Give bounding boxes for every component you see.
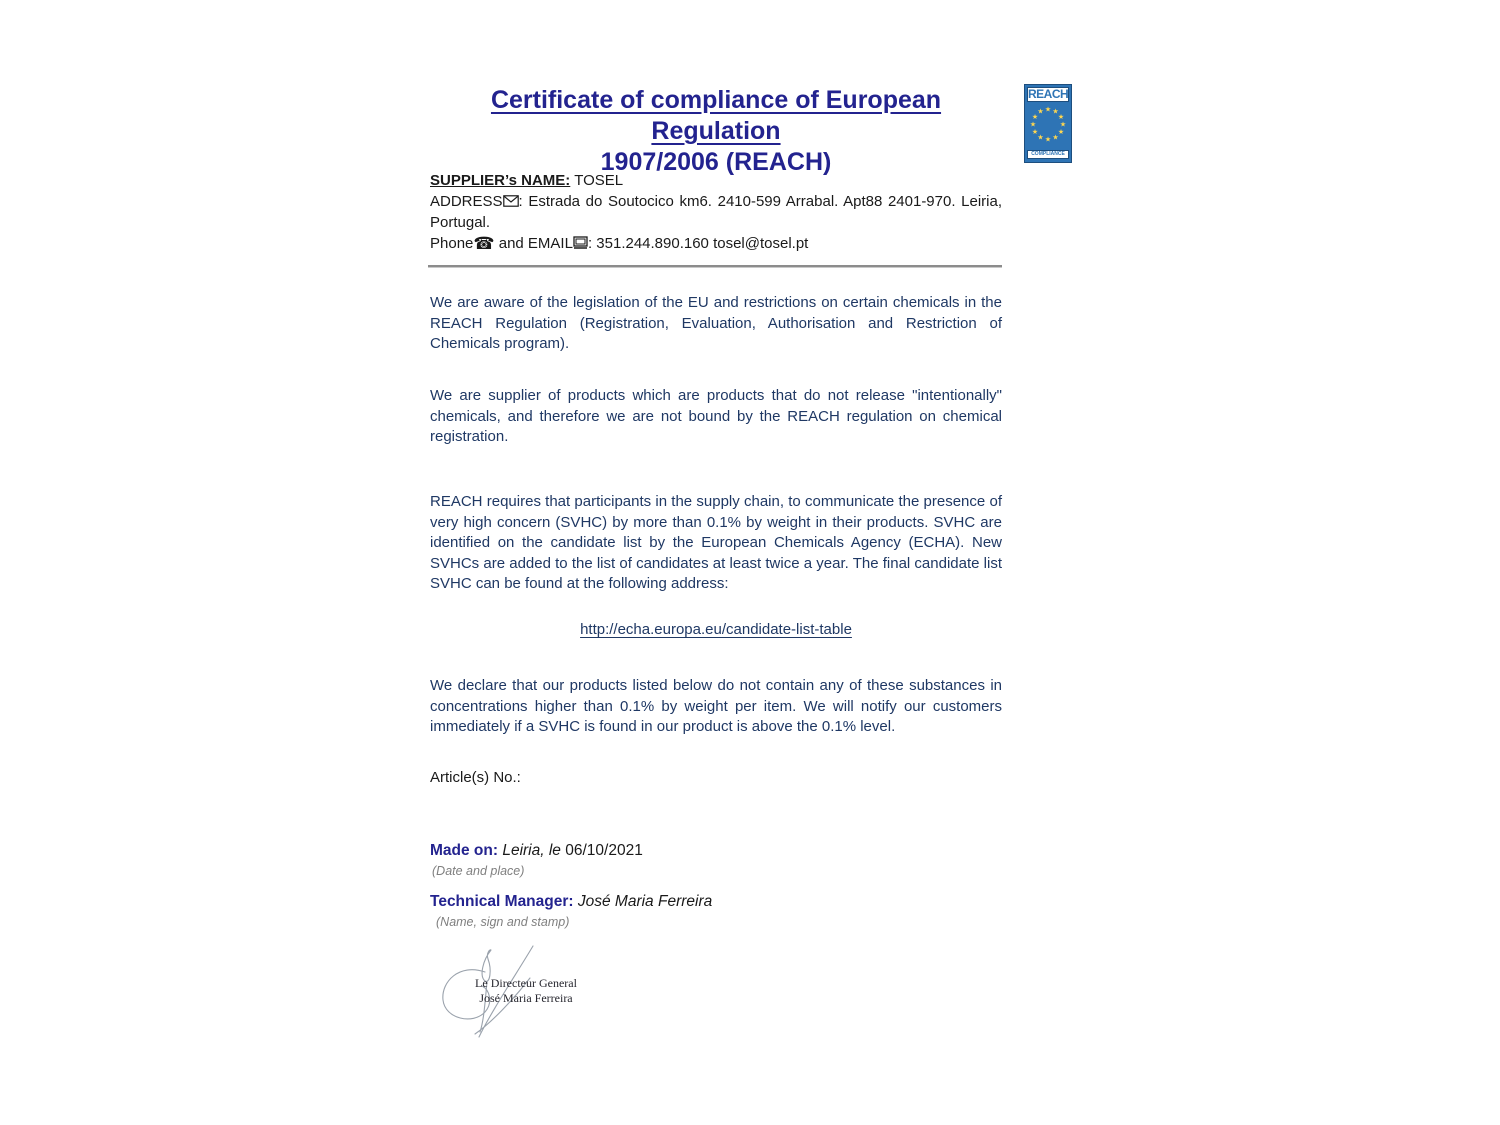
made-on-line (430, 842, 643, 860)
supplier-name-line (430, 171, 1002, 192)
supplier-name-value: TOSEL (570, 172, 624, 189)
reach-logo-label: REACH (1028, 87, 1069, 101)
address-label: ADDRESS (430, 192, 503, 210)
reach-compliance-logo (1024, 84, 1072, 163)
svg-text:★: ★ (1052, 107, 1059, 116)
svg-text:★: ★ (1037, 133, 1044, 142)
made-on-place: Leiria, le (498, 842, 566, 859)
made-on-label: Made on: (430, 842, 499, 859)
supplier-address-line (430, 192, 1002, 234)
stamp-text (461, 976, 591, 1006)
name-sign-stamp-caption: (Name, sign and stamp) (436, 915, 570, 929)
supplier-contact-line (430, 234, 1002, 256)
paragraph-declaration: We declare that our products listed below do not contain any of these substances in concentrations higher than 0.1% by weight per item. We will notify our customers immediately if a SVHC is found in our product is above the 0.1% level. (430, 677, 1002, 736)
svg-text:★: ★ (1057, 128, 1065, 136)
svg-text:★: ★ (1059, 120, 1067, 129)
stamp-line2: José Maria Ferreira (479, 991, 573, 1005)
supplier-name-label: SUPPLIER’s NAME: (430, 172, 571, 189)
phone-label: Phone (430, 234, 474, 252)
supplier-block (430, 171, 1002, 255)
svg-text:★: ★ (1044, 105, 1052, 114)
articles-number-label: Article(s) No.: (430, 769, 521, 786)
date-place-caption: (Date and place) (432, 864, 525, 878)
svg-text:★: ★ (1029, 120, 1037, 129)
svg-text:★: ★ (1052, 133, 1059, 142)
computer-icon (573, 235, 588, 256)
signature-area (433, 940, 613, 1060)
made-on-date: 06/10/2021 (565, 842, 643, 859)
email-conjunction: and EMAIL (494, 234, 573, 252)
candidate-list-link[interactable]: http://echa.europa.eu/candidate-list-table (580, 621, 852, 638)
svg-text:★: ★ (1044, 135, 1052, 144)
candidate-list-link-line (430, 620, 1002, 641)
stamp-line1: Le Directeur General (475, 976, 577, 990)
envelope-icon (503, 193, 519, 214)
address-value: : Estrada do Soutocico km6. 2410-599 Arrabal. Apt88 2401-970. Leiria, Portugal. (430, 192, 1002, 231)
paragraph-supplier-statement: We are supplier of products which are products that do not release "intentionally" chemicals, and therefore we are not bound by the REACH regulation on chemical registration. (430, 387, 1002, 446)
compliance-label: COMPLIANCE (1027, 150, 1069, 159)
contact-value: : 351.244.890.160 tosel@tosel.pt (587, 234, 809, 252)
paragraph-reach-requirements: REACH requires that participants in the supply chain, to communicate the presence of very high concern (SVHC) by more than 0.1% by weight in their products. SVHC are identified on the candidate list by the European Chemicals Agency (ECHA). New SVHCs are added to the list of candidates at least twice a year. The final candidate list SVHC can be found at the following address: (430, 493, 1002, 593)
technical-manager-label: Technical Manager: (430, 893, 574, 910)
phone-icon: ☎ (473, 233, 495, 253)
svg-text:★: ★ (1031, 113, 1039, 121)
horizontal-divider (428, 265, 1002, 268)
paragraph-awareness: We are aware of the legislation of the EU and restrictions on certain chemicals in the REACH Regulation (Registration, Evaluation, Authorisation and Restriction of Chemicals program). (430, 294, 1002, 353)
technical-manager-name: José Maria Ferreira (573, 893, 713, 910)
svg-text:★: ★ (1031, 128, 1039, 136)
svg-text:★: ★ (1057, 113, 1065, 121)
svg-text:★: ★ (1037, 107, 1044, 116)
eu-stars-icon (1024, 102, 1072, 150)
title-line1: Certificate of compliance of European Regulation (490, 86, 942, 145)
title-line2: 1907/2006 (REACH) (600, 148, 832, 176)
technical-manager-line (430, 893, 712, 911)
page-title (430, 85, 1002, 178)
